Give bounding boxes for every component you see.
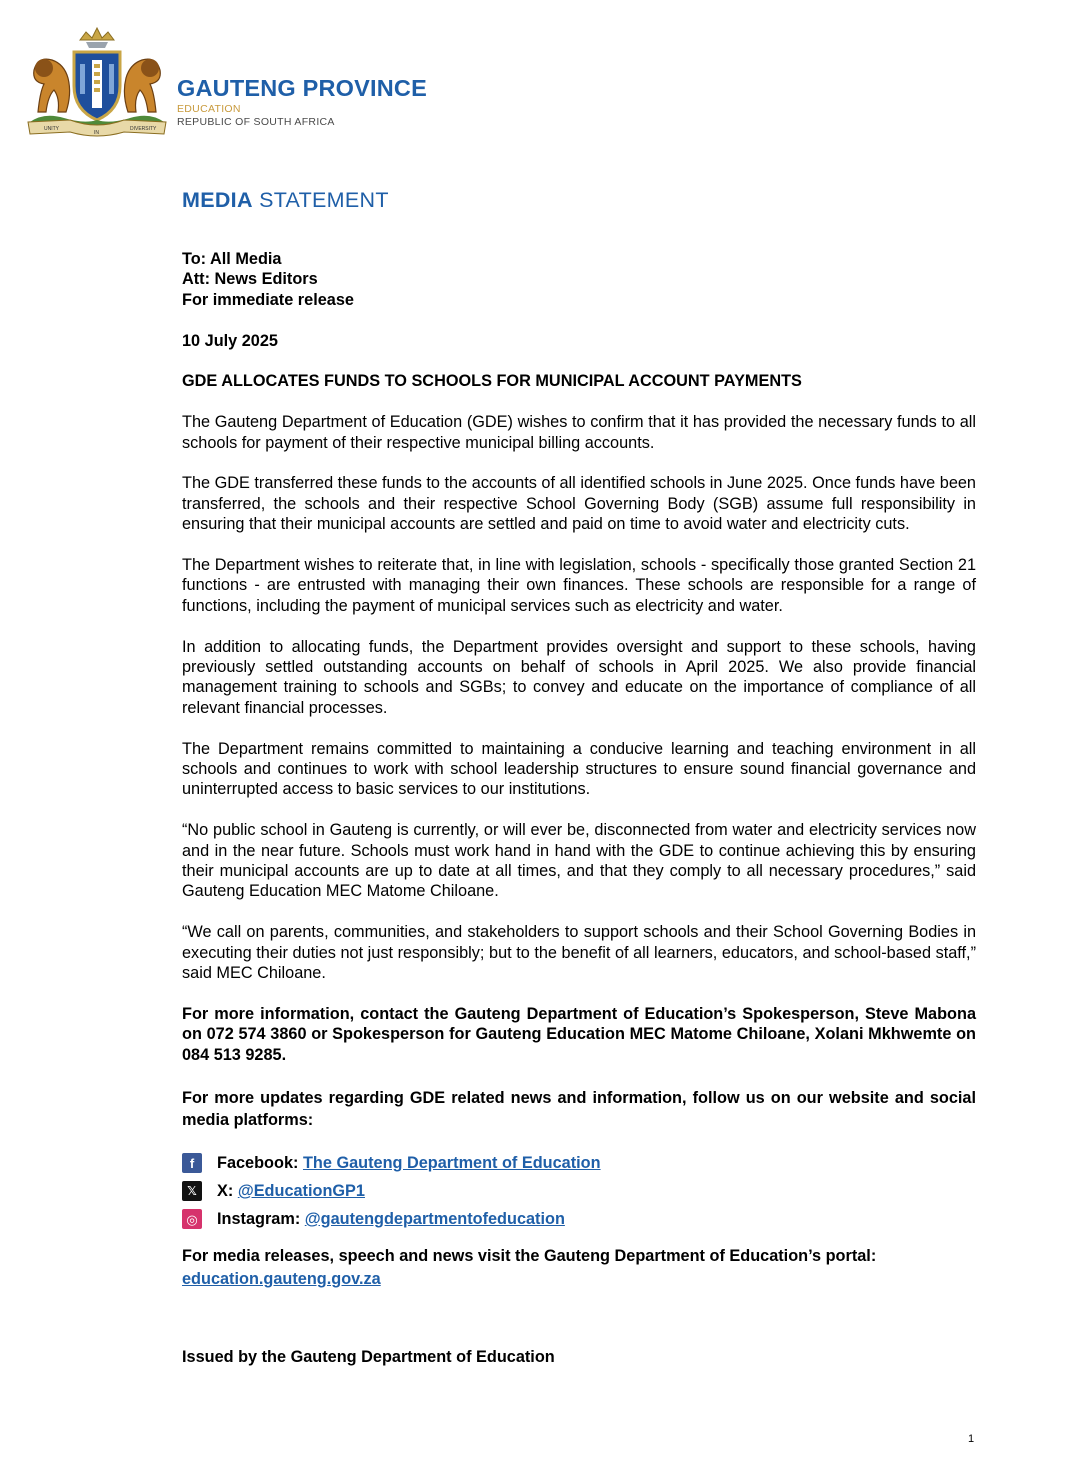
org-country: REPUBLIC OF SOUTH AFRICA (177, 116, 335, 128)
paragraph: The Gauteng Department of Education (GDE) wishes to confirm that it has provided the necessary funds to all schools for payment of their respective municipal billing accounts. (182, 413, 976, 452)
portal-link[interactable]: education.gauteng.gov.za (182, 1270, 381, 1289)
instagram-icon[interactable]: ◎ (182, 1209, 202, 1229)
release-line: For immediate release (182, 290, 354, 309)
motto-in: IN (94, 130, 99, 136)
paragraph: The Department wishes to reiterate that, in line with legislation, schools - specifically those granted Section 21 functions - are entrusted with managing their own finances. These schools are responsible for a range of functions, including the payment of municipal services such as electricity and water. (182, 556, 976, 615)
quote-paragraph: “We call on parents, communities, and stakeholders to support schools and their School Governing Bodies in executing their duties not just responsibly; but to the benefit of all learners, educators, and school-based staff,” said MEC Chiloane. (182, 923, 976, 983)
headline: GDE ALLOCATES FUNDS TO SCHOOLS FOR MUNICIPAL ACCOUNT PAYMENTS (182, 372, 802, 391)
contact-info: For more information, contact the Gauteng Department of Education’s Spokesperson, Steve Mabona on 072 574 3860 or Spokesperson for Gauteng Education MEC Matome Chiloane, Xolani Mkhwemte on 084 513 9285. (182, 1004, 976, 1064)
page-number: 1 (968, 1433, 975, 1445)
social-instagram (182, 1205, 976, 1233)
release-date: 10 July 2025 (182, 331, 278, 350)
quote-paragraph: “No public school in Gauteng is currently, or will ever be, disconnected from water and electricity services now and in the near future. Schools must work hand in hand with the GDE to continue achieving this by ensuring their municipal accounts are up to date at all times, and that they comply to all necessary procedures,” said Gauteng Education MEC Matome Chiloane. (182, 821, 976, 901)
organization-block (177, 74, 427, 129)
instagram-link[interactable]: @gautengdepartmentofeducation (304, 1209, 565, 1228)
motto-diversity: DIVERSITY (130, 126, 157, 132)
x-icon[interactable]: 𝕏 (182, 1181, 202, 1201)
motto-unity: UNITY (44, 126, 59, 132)
portal-text (182, 1245, 976, 1291)
statement-body (182, 249, 976, 1368)
instagram-label: Instagram: (217, 1209, 301, 1228)
facebook-label: Facebook: (217, 1153, 299, 1172)
org-department: EDUCATION (177, 103, 241, 115)
media-statement-heading (182, 188, 389, 213)
paragraph: The Department remains committed to maintaining a conducive learning and teaching environment in all schools and continues to work with school leadership structures to ensure sound financial governance and uninterrupted access to basic services to our institutions. (182, 739, 976, 799)
paragraph: In addition to allocating funds, the Department provides oversight and support to these schools, having previously settled outstanding accounts on behalf of schools in April 2025. We also provide financial management training to schools and SGBs; to convey and educate on the importance of compliance of all relevant financial processes. (182, 637, 976, 717)
heading-media: MEDIA (182, 188, 253, 212)
heading-statement: STATEMENT (259, 188, 389, 212)
att-line: Att: News Editors (182, 270, 318, 289)
letterhead (24, 26, 444, 138)
x-label: X: (217, 1181, 234, 1200)
issued-by: Issued by the Gauteng Department of Education (182, 1348, 555, 1367)
org-name: GAUTENG PROVINCE (177, 75, 427, 101)
social-x (182, 1177, 976, 1205)
facebook-icon[interactable]: f (182, 1153, 202, 1173)
updates-text: For more updates regarding GDE related news and information, follow us on our website and social media platforms: (182, 1089, 976, 1130)
coat-of-arms-logo (24, 26, 170, 138)
social-facebook (182, 1149, 976, 1177)
to-line: To: All Media (182, 250, 282, 268)
paragraph: The GDE transferred these funds to the accounts of all identified schools in June 2025. Once funds have been transferred, the schools and their respective School Governing Body (SGB) assume full responsibility in ensuring that their municipal accounts are settled and paid on time to avoid water and electricity cuts. (182, 474, 976, 534)
social-links (182, 1149, 976, 1233)
facebook-link[interactable]: The Gauteng Department of Education (302, 1153, 601, 1172)
x-link[interactable]: @EducationGP1 (237, 1181, 365, 1200)
portal-label: For media releases, speech and news visit the Gauteng Department of Education’s portal: (182, 1247, 877, 1266)
